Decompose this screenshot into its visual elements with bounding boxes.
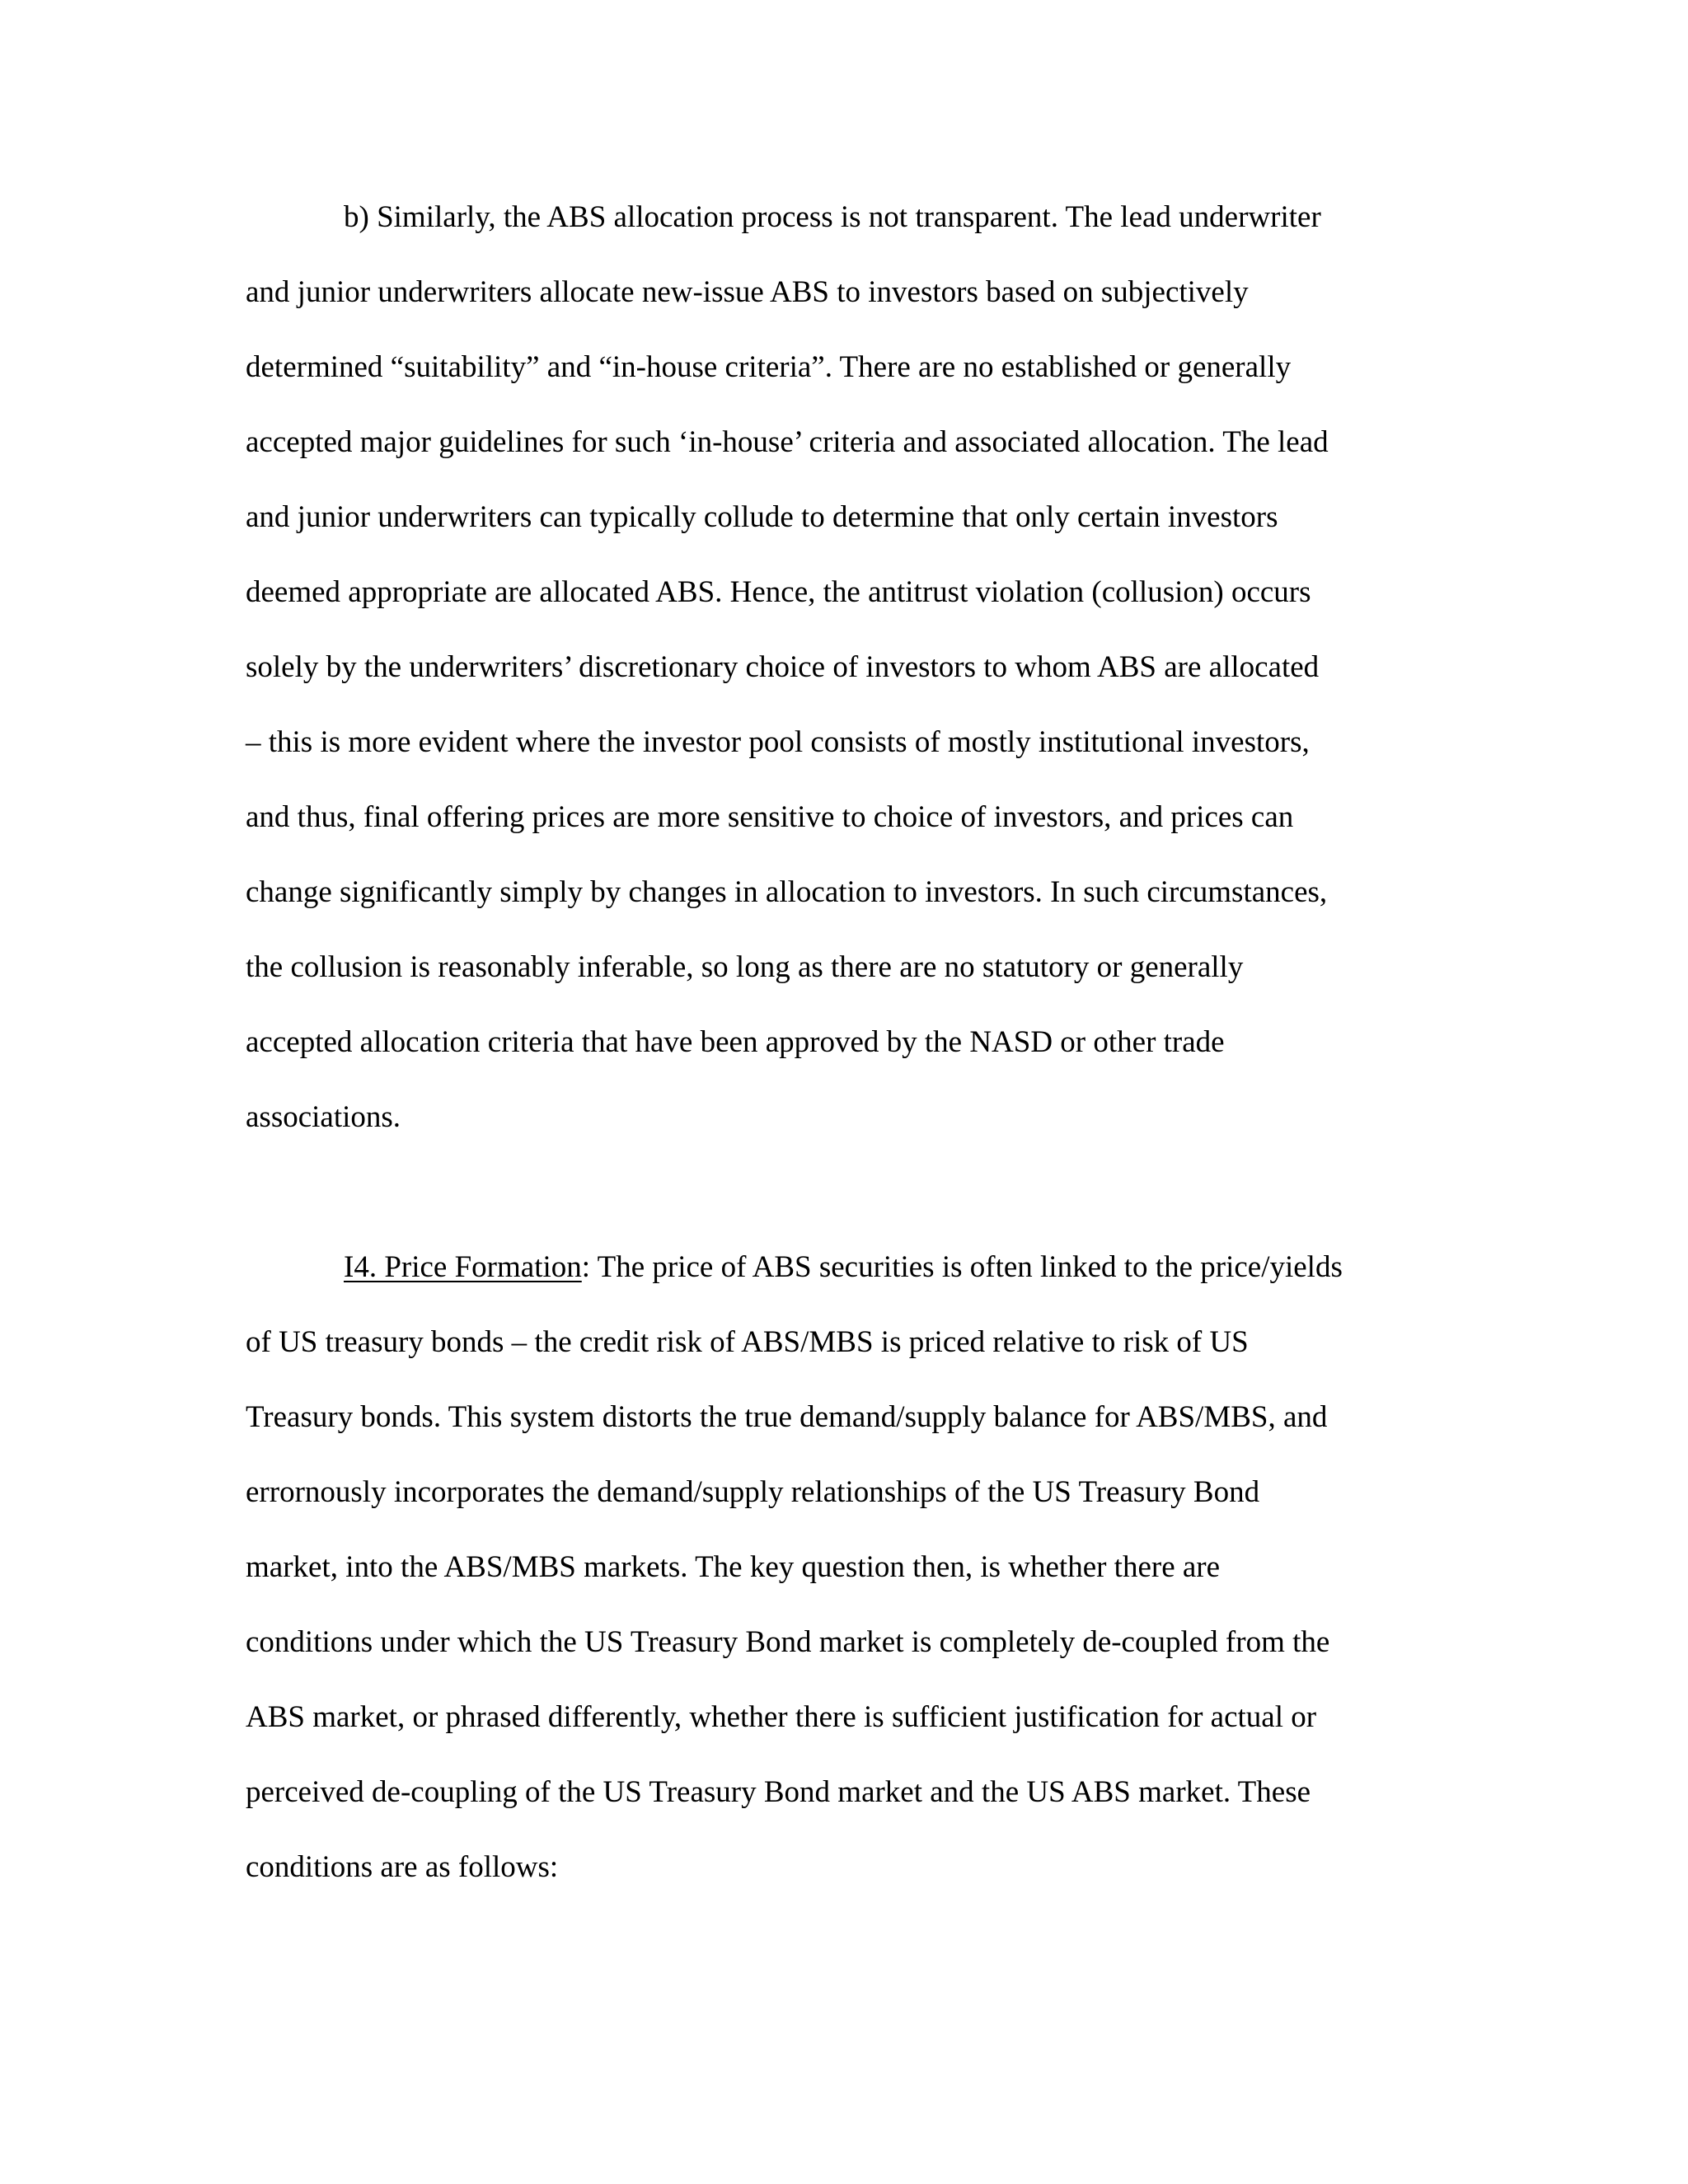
- paragraph-b-line-9: and thus, final offering prices are more sensitive to choice of investors, and prices can: [246, 800, 1294, 834]
- paragraph-b-line-1: b) Similarly, the ABS allocation process is not transparent. The lead underwriter: [344, 200, 1321, 234]
- paragraph-b-line-10: change significantly simply by changes in allocation to investors. In such circumstances,: [246, 875, 1328, 909]
- paragraph-b-line-8: – this is more evident where the investor pool consists of mostly institutional investors,: [246, 725, 1310, 759]
- paragraph-b-line-3: determined “suitability” and “in-house criteria”. There are no established or generally: [246, 350, 1292, 384]
- section-i4-line-2: of US treasury bonds – the credit risk of ABS/MBS is priced relative to risk of US: [246, 1325, 1249, 1359]
- paragraph-b-line-2: and junior underwriters allocate new-issue ABS to investors based on subjectively: [246, 275, 1249, 309]
- paragraph-b-line-13: associations.: [246, 1100, 401, 1134]
- paragraph-b-line-5: and junior underwriters can typically collude to determine that only certain investors: [246, 500, 1278, 534]
- paragraph-b-line-12: accepted allocation criteria that have been approved by the NASD or other trade: [246, 1025, 1225, 1059]
- paragraph-b-line-11: the collusion is reasonably inferable, so long as there are no statutory or generally: [246, 950, 1244, 984]
- paragraph-b-line-6: deemed appropriate are allocated ABS. Hence, the antitrust violation (collusion) occurs: [246, 575, 1311, 609]
- section-i4-first-line-text: : The price of ABS securities is often linked to the price/yields: [581, 1250, 1343, 1284]
- section-i4-line-6: conditions under which the US Treasury Bond market is completely de-coupled from the: [246, 1625, 1330, 1659]
- section-i4-line-5: market, into the ABS/MBS markets. The key question then, is whether there are: [246, 1550, 1221, 1584]
- section-i4-heading: I4. Price Formation: [344, 1250, 582, 1284]
- paragraph-b-line-4: accepted major guidelines for such ‘in-house’ criteria and associated allocation. The lead: [246, 425, 1329, 459]
- section-i4-line-1: [344, 1249, 1343, 1286]
- section-i4-line-8: perceived de-coupling of the US Treasury Bond market and the US ABS market. These: [246, 1775, 1311, 1809]
- section-i4-line-9: conditions are as follows:: [246, 1850, 559, 1884]
- section-i4-line-3: Treasury bonds. This system distorts the true demand/supply balance for ABS/MBS, and: [246, 1400, 1328, 1434]
- section-i4-line-4: errornously incorporates the demand/supply relationships of the US Treasury Bond: [246, 1475, 1260, 1509]
- paragraph-b-line-7: solely by the underwriters’ discretionary choice of investors to whom ABS are allocated: [246, 650, 1320, 684]
- section-i4-line-7: ABS market, or phrased differently, whether there is sufficient justification for actual or: [246, 1700, 1317, 1734]
